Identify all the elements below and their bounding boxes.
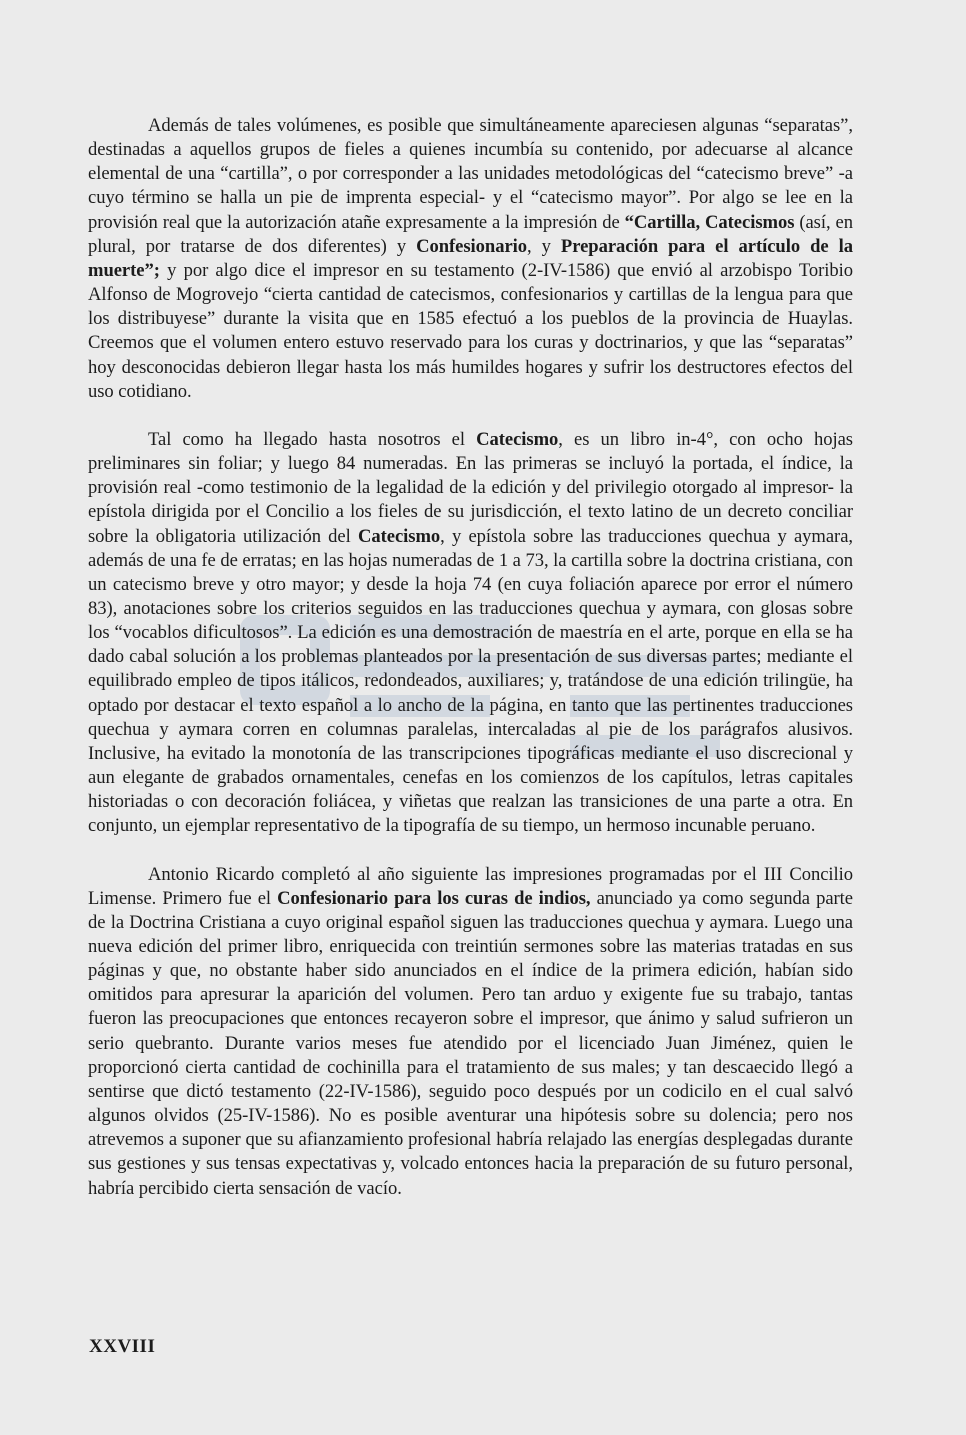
bold-title-text: Confesionario [416,235,528,257]
bold-title-text: Preparación para el artículo de la muerte”; [88,235,853,281]
paragraph-text: y por algo dice el impresor en su testamento (2-IV-1586) que envió al arzobispo Toribio Alfonso de Mogrovejo “cierta cantidad de catecismos, confesionarios y cartillas de la lengua para que los distribuyese” durante la visita que en 1585 efectuó a los pueblos de la provincia de Huaylas. Creemos que el volumen entero estuvo reservado para los curas y doctrinarios, y que las “separatas” hoy desconocidas debieron llegar hasta los más humildes hogares y sufrir los destructores efectos del uso cotidiano. [88,259,853,402]
paragraph-text: (así, en plural, por tratarse de dos diferentes) y [88,211,853,257]
bold-title-text: “Cartilla, Catecismos [624,211,795,233]
paragraph-3 [88,863,853,1201]
paragraph-text: , es un libro in-4°, con ocho hojas preliminares sin foliar; y luego 84 numeradas. En las primeras se incluyó la portada, el índice, la provisión real -como testimonio de la legalidad de la edición y del privilegio otorgado al impresor- la epístola dirigida por el Concilio a los fieles de su jurisdicción, el texto latino de un decreto conciliar sobre la obligatoria utilización del [88,428,853,547]
bold-title-text: Catecismo [476,428,559,450]
paragraph-text: Además de tales volúmenes, es posible que simultáneamente apareciesen algunas “separatas”, destinadas a aquellos grupos de fieles a quienes incumbía su contenido, por adecuarse al alcance elemental de una “cartilla”, o por corresponder a las unidades metodológicas del “catecismo breve” -a cuyo término se halla un pie de imprenta especial- y el “catecismo mayor”. Por algo se lee en la provisión real que la autorización atañe expresamente a la impresión de [88,115,853,233]
paragraph-text: Tal como ha llegado hasta nosotros el [148,428,477,450]
document-page [88,114,853,1201]
bold-title-text: Confesionario para los curas de indios, [277,887,591,909]
paragraph-text: , y [527,235,561,257]
paragraph-text: , y epístola sobre las traducciones quechua y aymara, además de una fe de erratas; en las hojas numeradas de 1 a 73, la cartilla sobre la doctrina cristiana, con un catecismo breve y otro mayor; y desde la hoja 74 (en cuya foliación aparece por error el número 83), anotaciones sobre los criterios seguidos en las traducciones quechua y aymara, con glosas sobre los “vocablos dificultosos”. La edición es una demostración de maestría en el arte, porque en ella se ha dado cabal solución a los problemas planteados por la presentación de sus diversas partes; mediante el equilibrado empleo de tipos itálicos, redondeados, auxiliares; y, tratándose de una edición trilingüe, ha optado por destacar el texto español a lo ancho de la página, en tanto que las pertinentes traducciones quechua y aymara corren en columnas paralelas, intercaladas al pie de los parágrafos alusivos. Inclusive, ha evitado la monotonía de las transcripciones tipográficas mediante el uso discrecional y aun elegante de grabados ornamentales, cenefas en los comienzos de los capítulos, letras capitales historiadas o con decoración foliácea, y viñetas que realzan las transiciones de una parte a otra. En conjunto, un ejemplar representativo de la tipografía de su tiempo, un hermoso incunable peruano. [88,525,853,837]
bold-title-text: Catecismo [357,525,441,547]
paragraph-2 [88,428,853,839]
paragraph-text: Antonio Ricardo completó al año siguiente las impresiones programadas por el III Concilio Limense. Primero fue el [88,863,853,909]
paragraph-text: anunciado ya como segunda parte de la Doctrina Cristiana a cuyo original español siguen las traducciones quechua y aymara. Luego una nueva edición del primer libro, enriquecida con treintiún sermones sobre las materias tratadas en sus páginas y que, no obstante haber sido anunciados en el índice de la primera edición, habían sido omitidos para apresurar la aparición del volumen. Pero tan arduo y exigente fue su trabajo, tantas fueron las preocupaciones que entonces recayeron sobre el impresor, que ánimo y salud sufrieron un serio quebranto. Durante varios meses fue atendido por el licenciado Juan Jiménez, quien le proporcionó cierta cantidad de cochinilla para el tratamiento de sus males; y tan descaecido llegó a sentirse que dictó testamento (22-IV-1586), seguido poco después por un codicilo en el cual salvó algunos olvidos (25-IV-1586). No es posible aventurar una hipótesis sobre su dolencia; pero nos atrevemos a suponer que su afianzamiento profesional habría relajado las energías desplegadas durante sus gestiones y sus tensas expectativas y, volcado entonces hacia la preparación de su futuro personal, habría percibido cierta sensación de vacío. [88,887,853,1199]
page-number: XXVIII [89,1336,156,1357]
paragraph-1 [88,114,853,404]
